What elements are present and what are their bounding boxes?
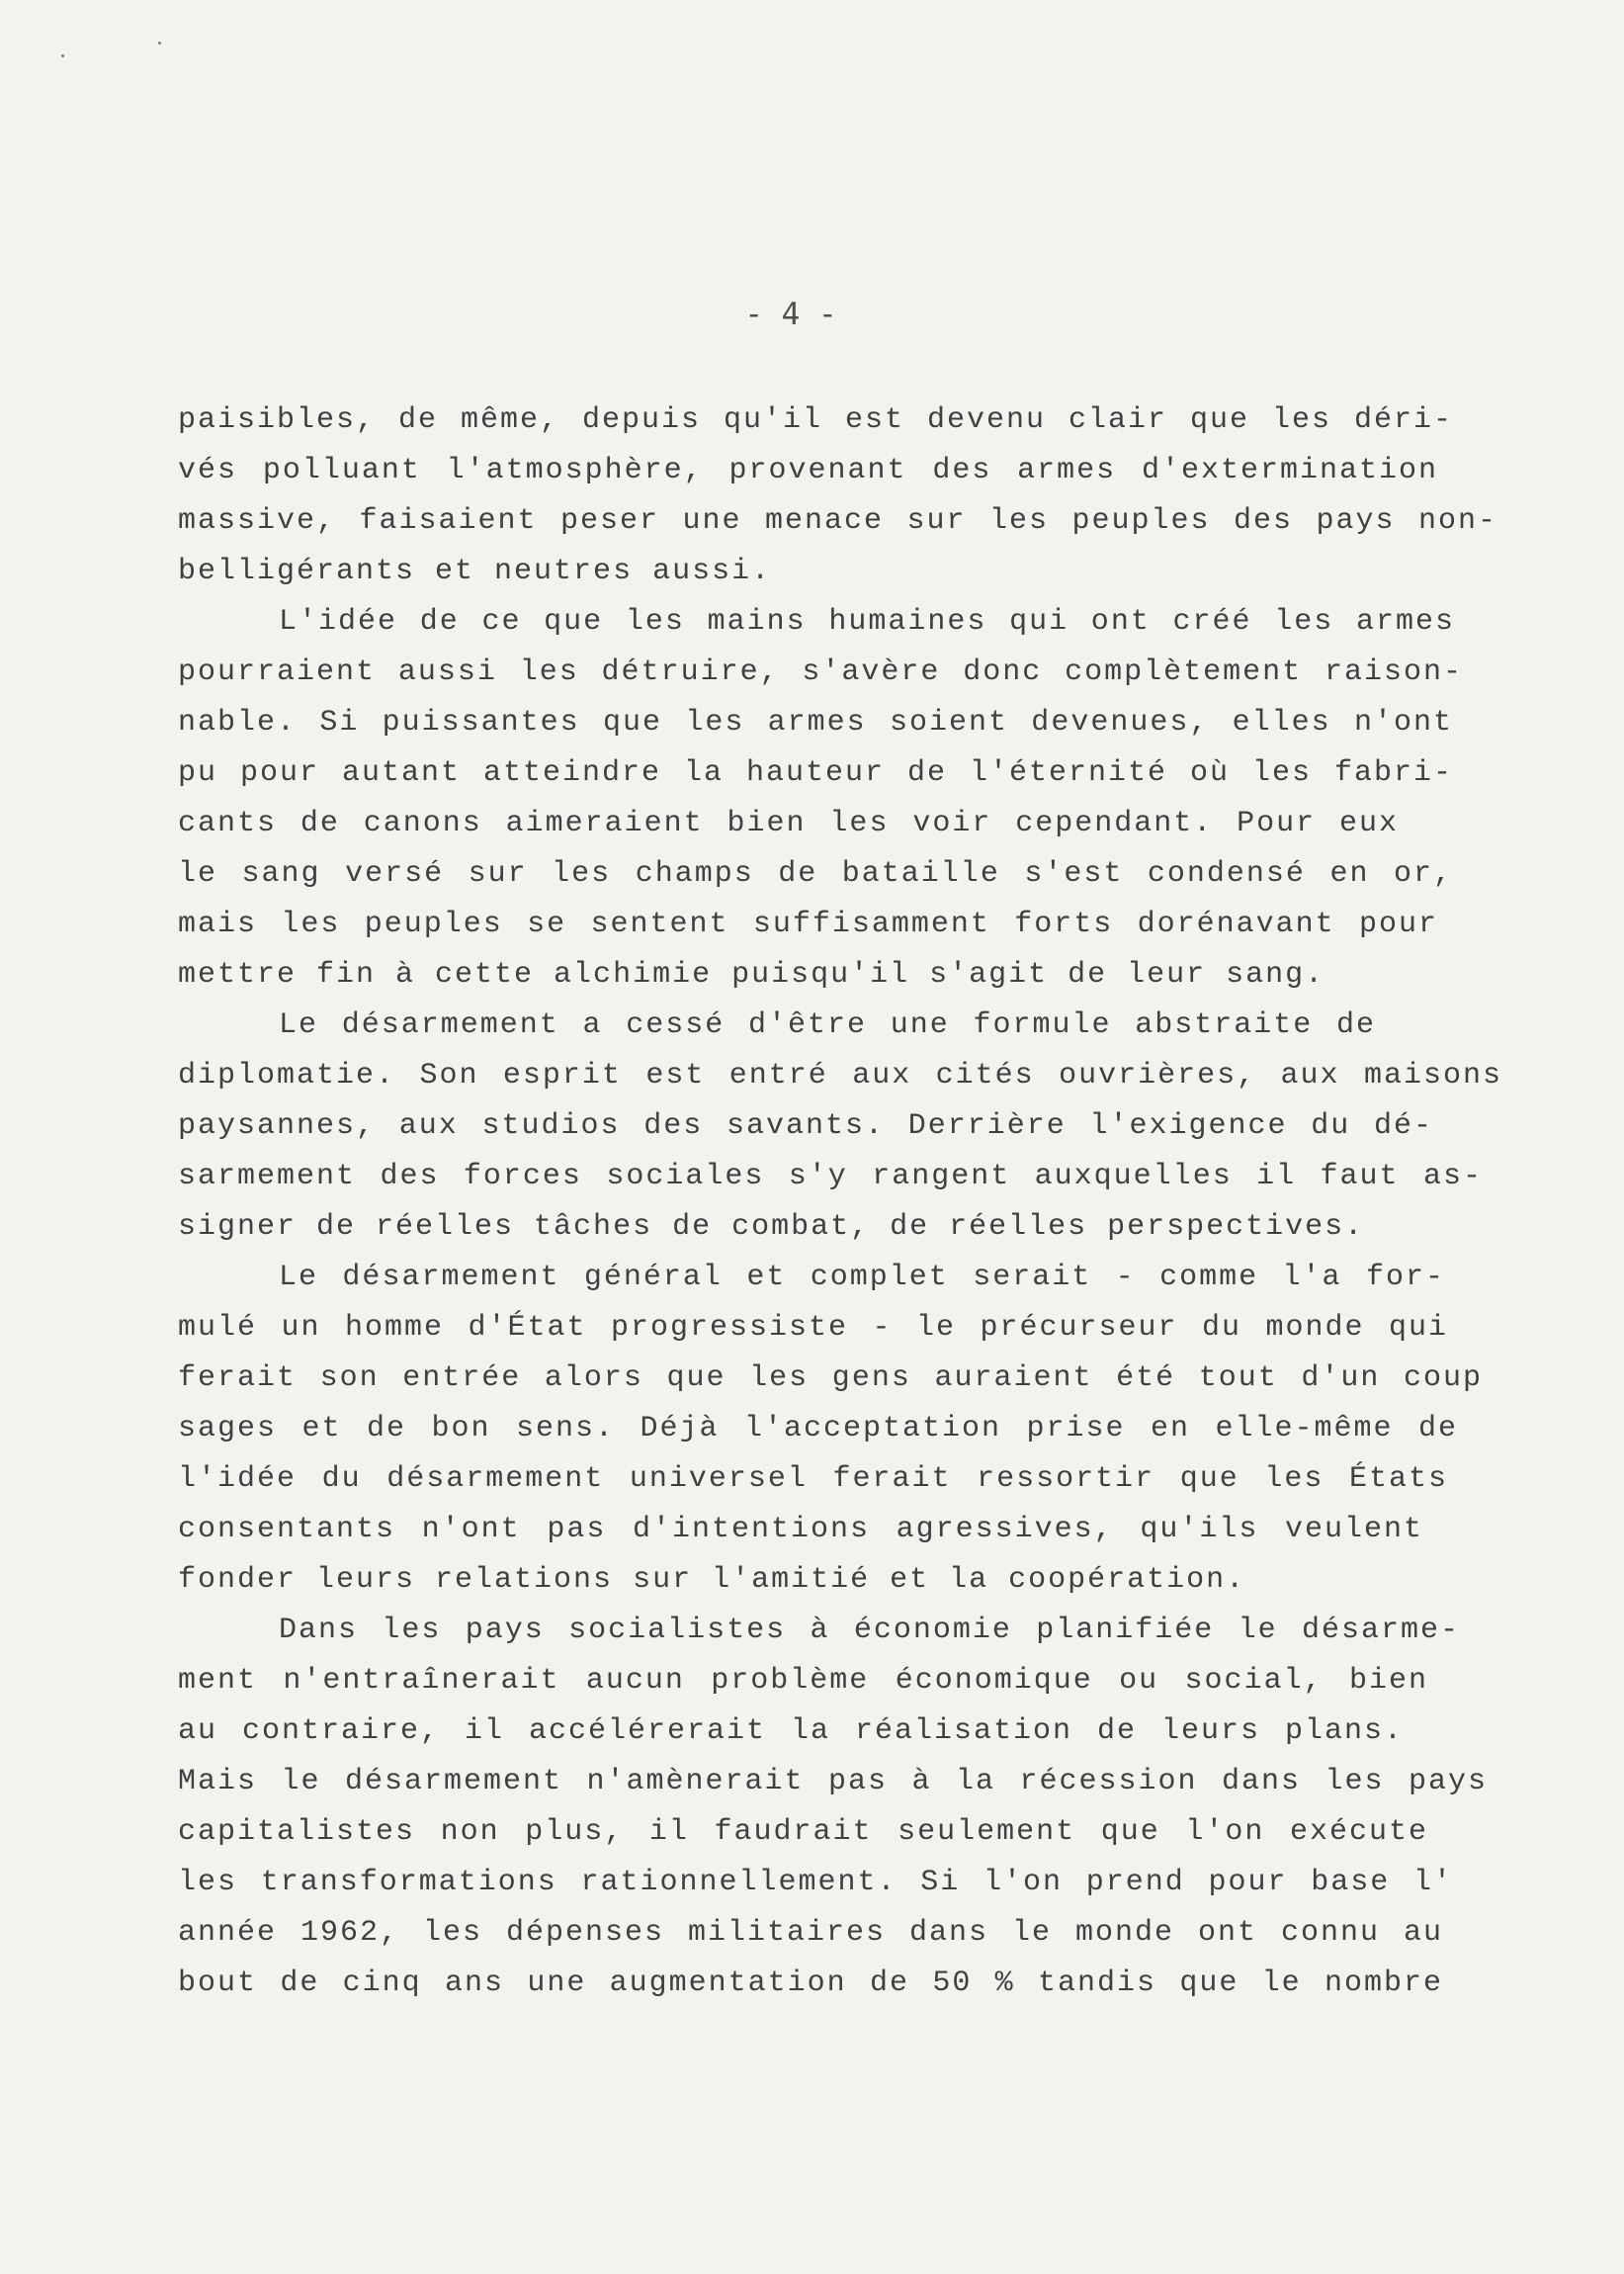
text-line: L'idée de ce que les mains humaines qui ont créé les armes	[279, 605, 1455, 639]
text-line: massive, faisaient peser une menace sur les peuples des pays non-	[178, 504, 1497, 538]
paper-speck	[61, 54, 64, 57]
text-line: signer de réelles tâches de combat, de réelles perspectives.	[178, 1210, 1365, 1244]
text-line: ment n'entraînerait aucun problème économique ou social, bien	[178, 1664, 1428, 1698]
text-line: paysannes, aux studios des savants. Derrière l'exigence du dé-	[178, 1109, 1433, 1143]
text-line: Le désarmement a cessé d'être une formule abstraite de	[279, 1008, 1376, 1042]
text-line: fonder leurs relations sur l'amitié et la coopération.	[178, 1563, 1246, 1597]
text-line: Dans les pays socialistes à économie planifiée le désarme-	[279, 1614, 1460, 1647]
text-line: mais les peuples se sentent suffisamment forts dorénavant pour	[178, 908, 1438, 941]
text-line: mettre fin à cette alchimie puisqu'il s'agit de leur sang.	[178, 958, 1325, 992]
text-line: sarmement des forces sociales s'y rangent auxquelles il faut as-	[178, 1160, 1483, 1193]
text-line: Le désarmement général et complet serait - comme l'a for-	[279, 1261, 1445, 1294]
text-line: diplomatie. Son esprit est entré aux cités ouvrières, aux maisons	[178, 1059, 1502, 1093]
text-line: le sang versé sur les champs de bataille s'est condensé en or,	[178, 857, 1453, 891]
text-line: paisibles, de même, depuis qu'il est devenu clair que les déri-	[178, 403, 1453, 437]
text-line: vés polluant l'atmosphère, provenant des armes d'extermination	[178, 454, 1438, 487]
text-line: l'idée du désarmement universel ferait ressortir que les États	[178, 1462, 1448, 1496]
text-line: ferait son entrée alors que les gens auraient été tout d'un coup	[178, 1361, 1483, 1395]
text-line: Mais le désarmement n'amènerait pas à la récession dans les pays	[178, 1765, 1488, 1798]
text-line: consentants n'ont pas d'intentions agressives, qu'ils veulent	[178, 1513, 1423, 1546]
text-line: pourraient aussi les détruire, s'avère donc complètement raison-	[178, 656, 1463, 689]
text-line: année 1962, les dépenses militaires dans le monde ont connu au	[178, 1916, 1443, 1950]
text-line: cants de canons aimeraient bien les voir cependant. Pour eux	[178, 807, 1399, 840]
text-line: au contraire, il accélérerait la réalisation de leurs plans.	[178, 1714, 1404, 1748]
page-number: - 4 -	[744, 297, 837, 332]
text-line: pu pour autant atteindre la hauteur de l'éternité où les fabri-	[178, 756, 1453, 790]
text-line: capitalistes non plus, il faudrait seulement que l'on exécute	[178, 1815, 1428, 1849]
text-line: mulé un homme d'État progressiste - le précurseur du monde qui	[178, 1311, 1448, 1345]
text-line: sages et de bon sens. Déjà l'acceptation prise en elle-même de	[178, 1412, 1458, 1445]
text-line: bout de cinq ans une augmentation de 50 % tandis que le nombre	[178, 1967, 1443, 2000]
paper-speck	[158, 42, 161, 44]
text-line: nable. Si puissantes que les armes soient devenues, elles n'ont	[178, 706, 1453, 740]
text-line: les transformations rationnellement. Si l'on prend pour base l'	[178, 1866, 1453, 1899]
text-line: belligérants et neutres aussi.	[178, 555, 772, 588]
